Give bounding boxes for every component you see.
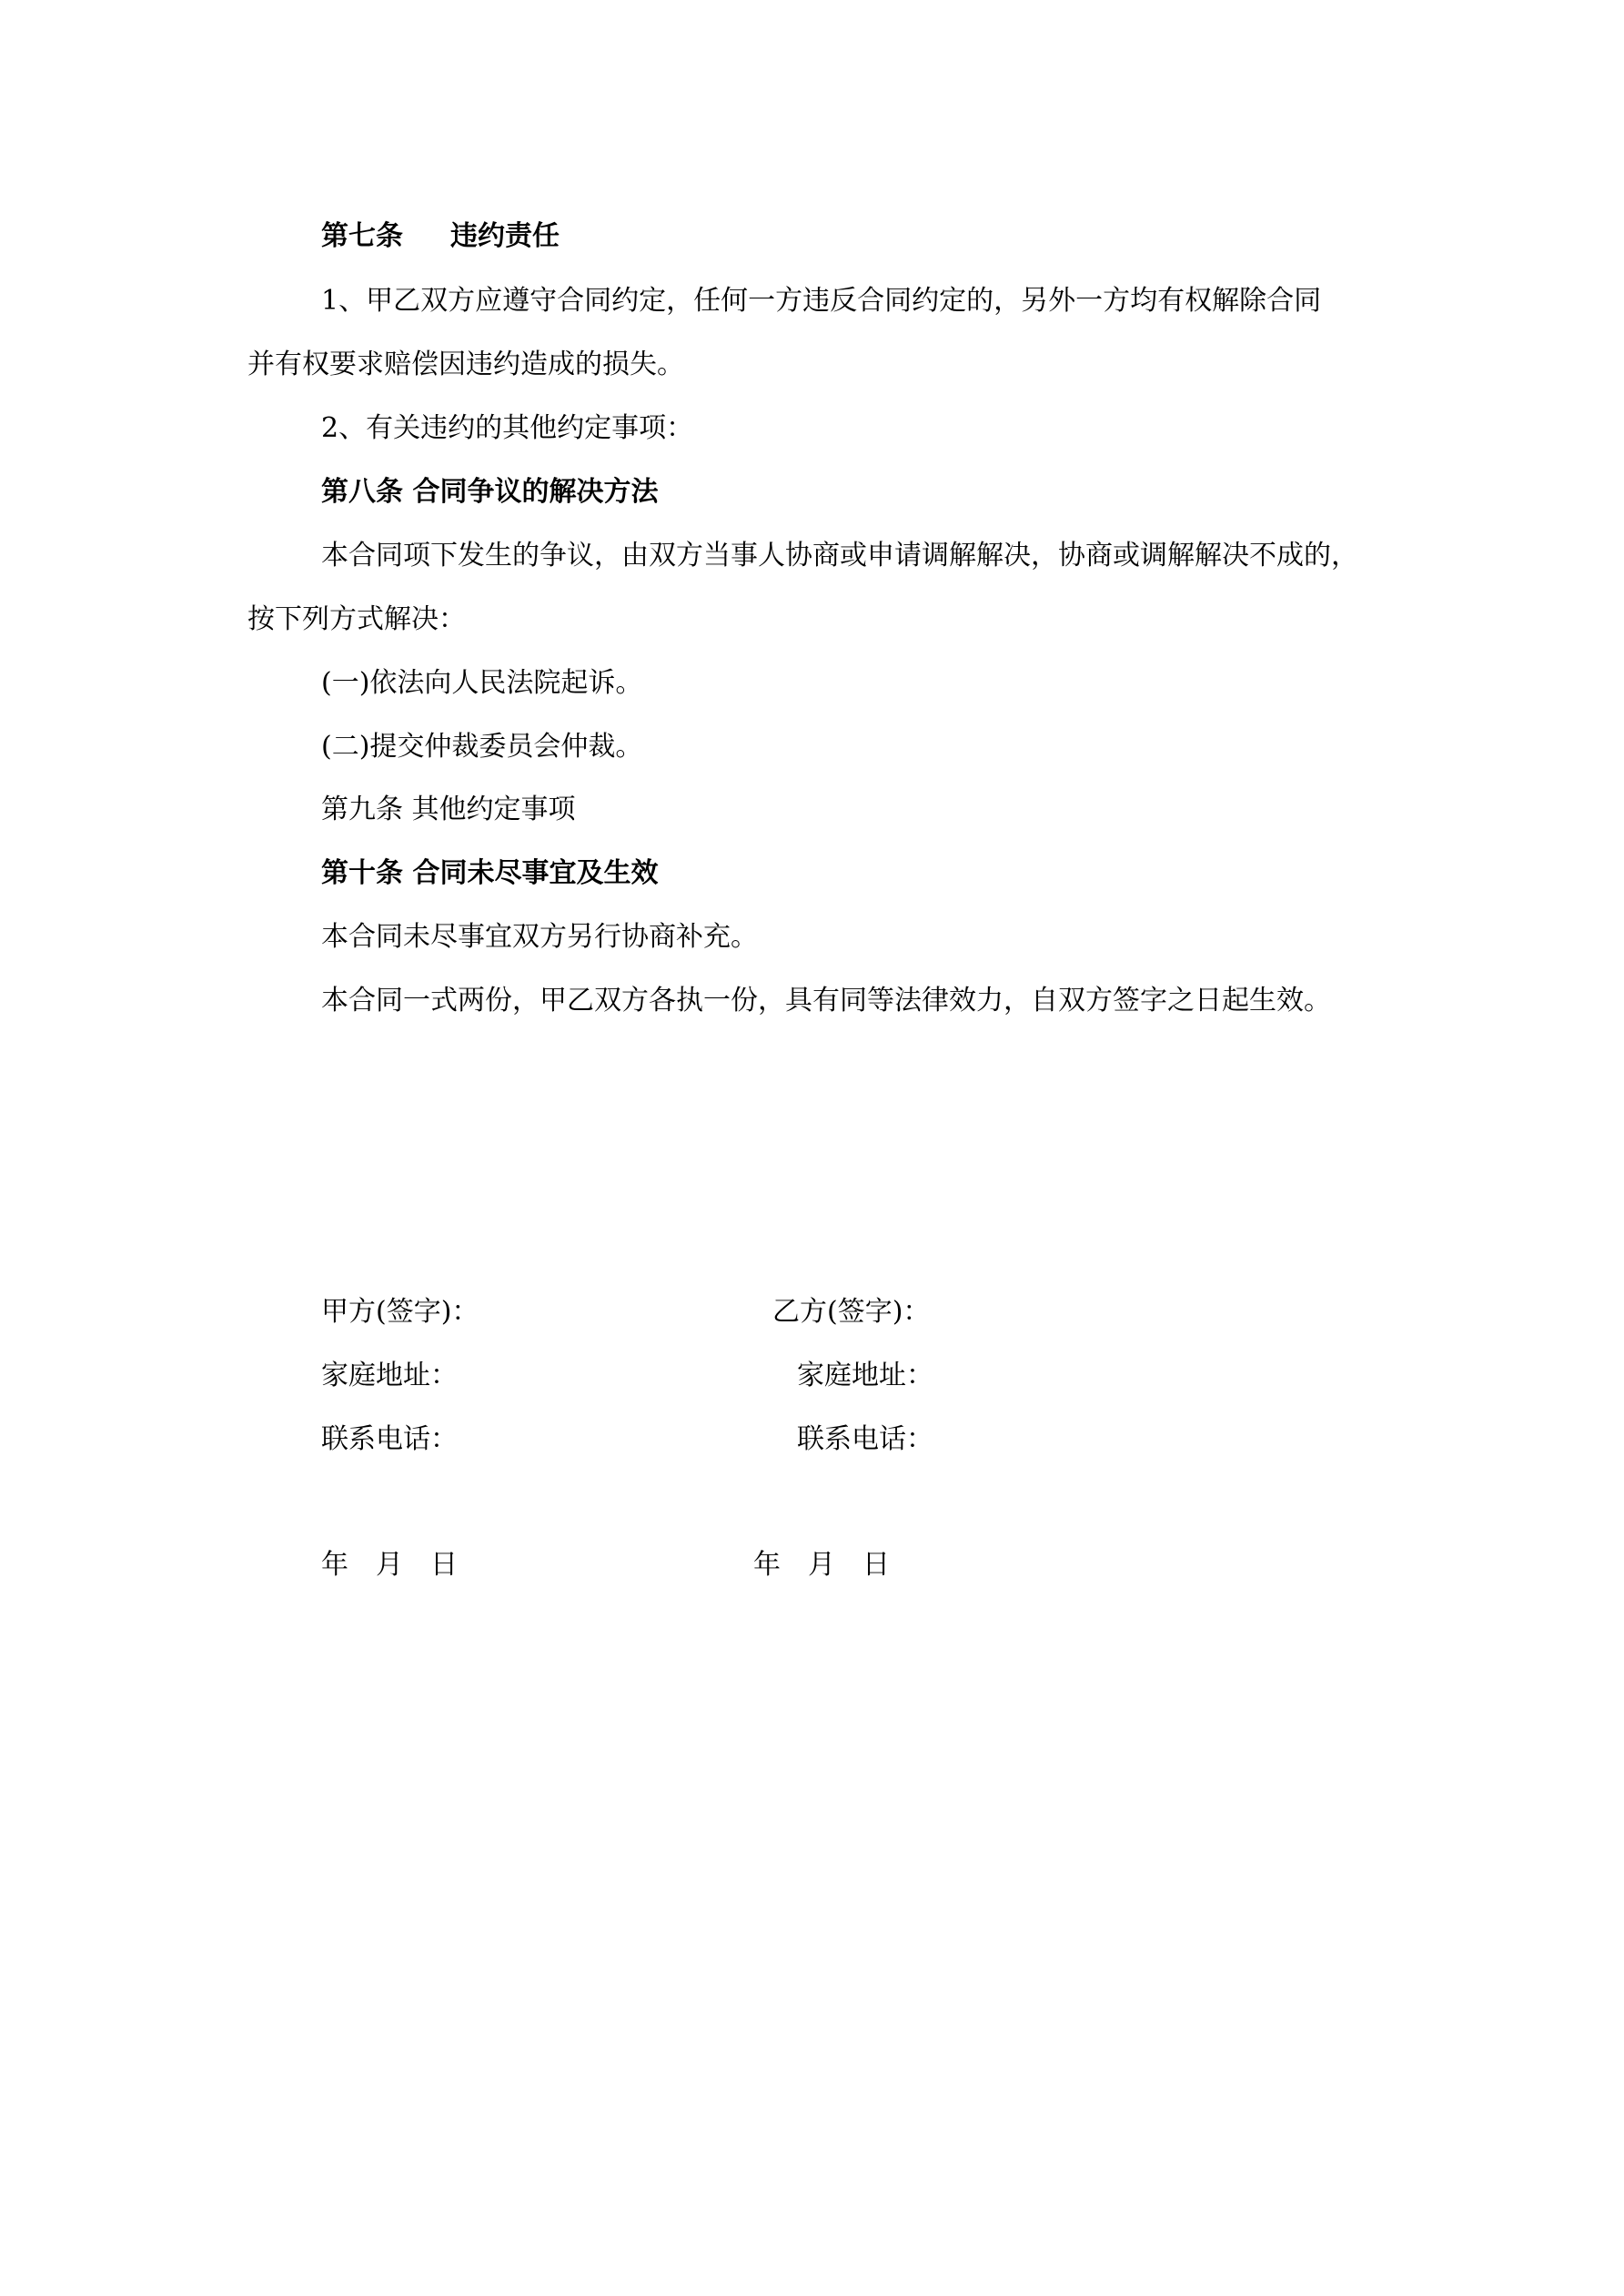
party-a-signature-label: 甲方(签字)： [321, 1296, 479, 1328]
article-10-paragraph-2: 本合同一式两份，甲乙双方各执一份，具有同等法律效力，自双方签字之日起生效。 [321, 985, 1331, 1017]
article-7-number: 第七条 [321, 220, 403, 252]
article-8-option-1: (一)依法向人民法院起诉。 [321, 667, 643, 699]
article-10-heading: 第十条 合同未尽事宜及生效 [321, 857, 659, 889]
party-b-address-label: 家庭地址： [797, 1360, 933, 1391]
article-7-item-2: 2、有关违约的其他约定事项： [321, 412, 694, 444]
party-b-signature-label: 乙方(签字)： [772, 1296, 931, 1328]
party-a-address-label: 家庭地址： [321, 1360, 458, 1391]
article-7-heading [321, 218, 560, 255]
article-7-item-1-line-1: 1、甲乙双方应遵守合同约定，任何一方违反合同约定的，另外一方均有权解除合同 [321, 285, 1322, 317]
article-10-paragraph-1: 本合同未尽事宜双方另行协商补充。 [321, 921, 758, 953]
article-7-item-1-line-2: 并有权要求赔偿因违约造成的损失。 [247, 349, 684, 380]
article-8-option-2: (二)提交仲裁委员会仲裁。 [321, 731, 643, 763]
article-8-heading: 第八条 合同争议的解决方法 [321, 476, 659, 508]
party-b-date: 年 月 日 [753, 1549, 890, 1581]
article-8-paragraph-line-1: 本合同项下发生的争议，由双方当事人协商或申请调解解决，协商或调解解决不成的， [321, 540, 1358, 571]
party-b-phone-label: 联系电话： [797, 1423, 933, 1455]
party-a-phone-label: 联系电话： [321, 1423, 458, 1455]
article-7-title: 违约责任 [450, 220, 560, 252]
article-9-heading: 第九条 其他约定事项 [321, 794, 576, 825]
article-8-paragraph-line-2: 按下列方式解决： [247, 603, 466, 635]
party-a-date: 年 月 日 [321, 1549, 458, 1581]
